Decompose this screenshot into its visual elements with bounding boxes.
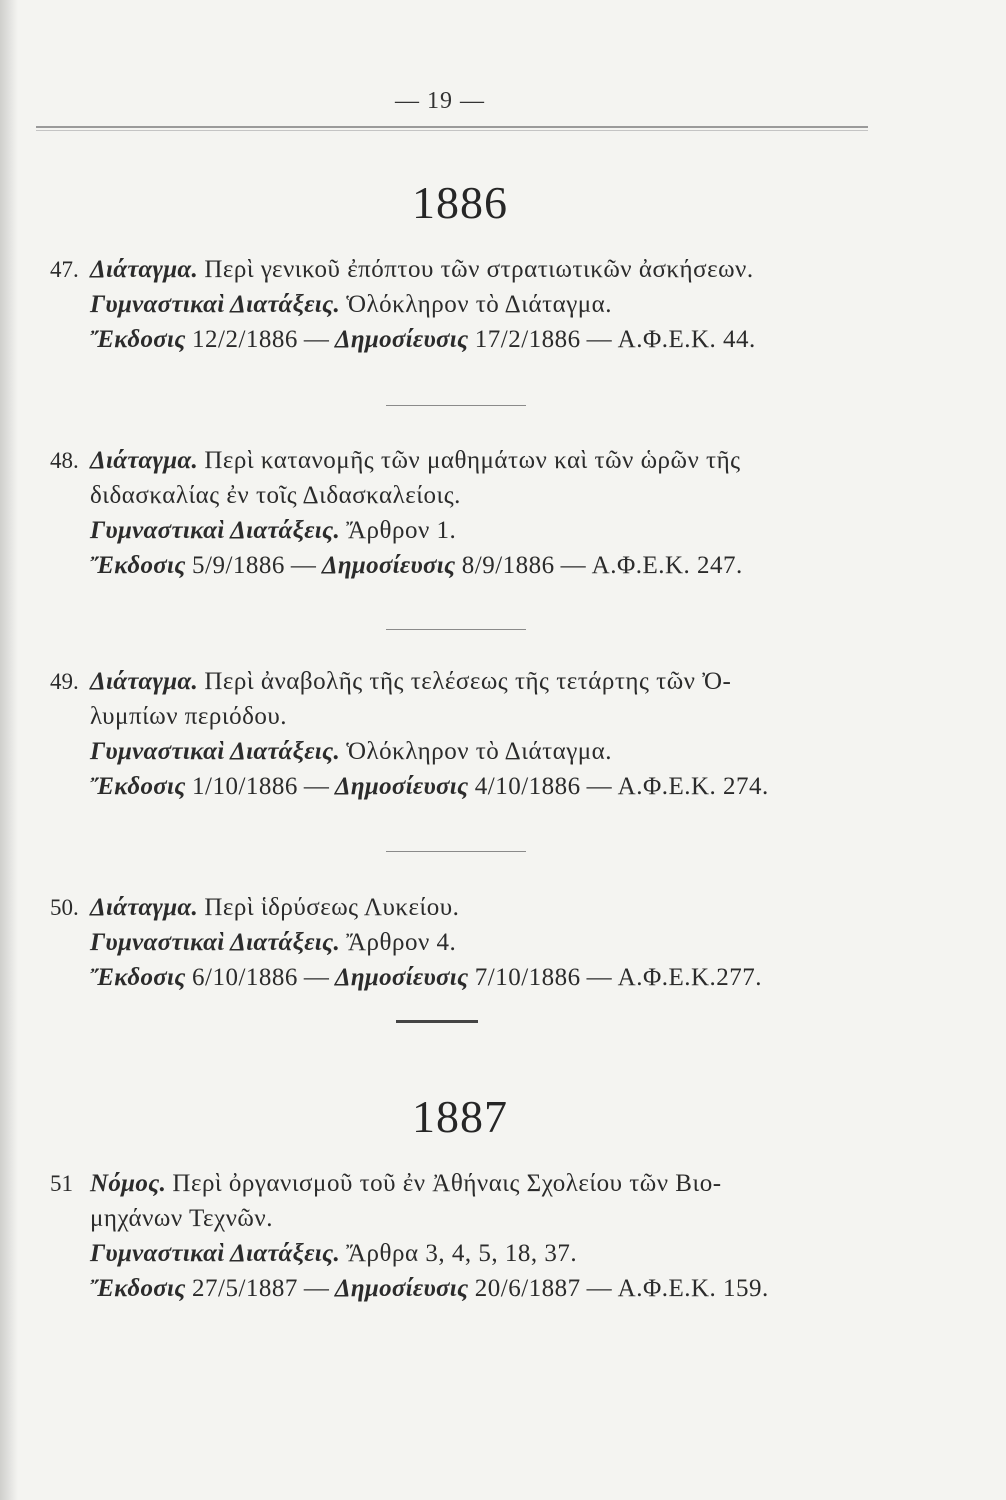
entry-48: 48. Διάταγμα. Περὶ κατανομῆς τῶν μαθημάτων καὶ τῶν ὡρῶν τῆς διδασκαλίας ἐν τοῖς Διδασκαλείοις. Γυμναστικαὶ Διατάξεις. Ἄρθρον 1. Ἔκδοσις 5/9/1886 — Δημοσίευσις 8/9/1886 — Α.Φ.Ε.Κ. 247. [50,443,900,583]
dimosieusis-label: Δημοσίευσις [334,1275,469,1302]
afek-ref: Α.Φ.Ε.Κ. 159. [617,1275,769,1302]
entry-title: Περὶ ἱδρύσεως Λυκείου. [204,894,460,921]
afek-ref: Α.Φ.Ε.Κ. 274. [617,773,769,800]
entry-title: Περὶ ὀργανισμοῦ τοῦ ἐν Ἀθήναις Σχολείου τῶν Βιο- [172,1170,722,1197]
dimosieusis-date: 8/9/1886 [461,552,555,579]
ekdosis-label: Ἔκδοσις [90,326,186,353]
dimosieusis-date: 17/2/1886 [474,326,581,353]
entry-title: Περὶ ἀναβολῆς τῆς τελέσεως τῆς τετάρτης τῶν Ὀ- [204,668,732,695]
dimosieusis-label: Δημοσίευσις [334,326,469,353]
entry-title-cont: λυμπίων περιόδου. [90,703,288,730]
entry-number: 48. [50,448,79,473]
gym-label: Γυμναστικαὶ Διατάξεις. [90,291,341,318]
afek-ref: Α.Φ.Ε.Κ. 44. [617,326,756,353]
afek-ref: Α.Φ.Ε.Κ.277. [617,964,763,991]
entry-47: 47. Διάταγμα. Περὶ γενικοῦ ἐπόπτου τῶν στρατιωτικῶν ἀσκήσεων. Γυμναστικαὶ Διατάξεις. Ὁλόκληρον τὸ Διάταγμα. Ἔκδοσις 12/2/1886 — Δημοσίευσις 17/2/1886 — Α.Φ.Ε.Κ. 44. [50,252,900,357]
entry-51: 51 Νόμος. Περὶ ὀργανισμοῦ τοῦ ἐν Ἀθήναις Σχολείου τῶν Βιο- μηχάνων Τεχνῶν. Γυμναστικαὶ Διατάξεις. Ἄρθρα 3, 4, 5, 18, 37. Ἔκδοσις 27/5/1887 — Δημοσίευσις 20/6/1887 — Α.Φ.Ε.Κ. 159. [50,1166,900,1306]
ekdosis-label: Ἔκδοσις [90,1275,186,1302]
gym-text: Ὁλόκληρον τὸ Διάταγμα. [346,738,613,765]
entry-type: Διάταγμα. [90,668,199,695]
gym-text: Ὁλόκληρον τὸ Διάταγμα. [346,291,613,318]
entry-49: 49. Διάταγμα. Περὶ ἀναβολῆς τῆς τελέσεως τῆς τετάρτης τῶν Ὀ- λυμπίων περιόδου. Γυμναστικαὶ Διατάξεις. Ὁλόκληρον τὸ Διάταγμα. Ἔκδοσις 1/10/1886 — Δημοσίευσις 4/10/1886 — Α.Φ.Ε.Κ. 274. [50,664,900,804]
gym-label: Γυμναστικαὶ Διατάξεις. [90,517,341,544]
ekdosis-label: Ἔκδοσις [90,964,186,991]
ekdosis-date: 6/10/1886 [192,964,298,991]
section-divider [396,1020,478,1023]
ekdosis-date: 27/5/1887 [192,1275,298,1302]
dimosieusis-label: Δημοσίευσις [321,552,456,579]
entry-number: 47. [50,257,79,282]
entry-number: 51 [50,1171,73,1196]
gym-label: Γυμναστικαὶ Διατάξεις. [90,929,341,956]
gym-label: Γυμναστικαὶ Διατάξεις. [90,738,341,765]
entry-type: Διάταγμα. [90,894,199,921]
gym-label: Γυμναστικαὶ Διατάξεις. [90,1240,341,1267]
entry-number: 49. [50,669,79,694]
entry-title-cont: διδασκαλίας ἐν τοῖς Διδασκαλείοις. [90,482,461,509]
entry-title: Περὶ κατανομῆς τῶν μαθημάτων καὶ τῶν ὡρῶν τῆς [204,447,741,474]
ekdosis-date: 5/9/1886 [192,552,285,579]
gym-text: Ἄρθρον 4. [346,929,457,956]
page-number: — 19 — [395,88,485,114]
dimosieusis-date: 20/6/1887 [474,1275,581,1302]
entry-type: Διάταγμα. [90,256,199,283]
dimosieusis-date: 7/10/1886 [474,964,581,991]
ekdosis-date: 12/2/1886 [192,326,298,353]
entry-type: Διάταγμα. [90,447,199,474]
separator-rule [386,629,526,630]
gym-text: Ἄρθρα 3, 4, 5, 18, 37. [346,1240,578,1267]
ekdosis-label: Ἔκδοσις [90,773,186,800]
entry-title: Περὶ γενικοῦ ἐπόπτου τῶν στρατιωτικῶν ἀσκήσεων. [204,256,754,283]
header-rule [36,126,868,131]
dimosieusis-label: Δημοσίευσις [334,964,469,991]
entry-type: Νόμος. [90,1170,167,1197]
entry-number: 50. [50,895,79,920]
entry-50: 50. Διάταγμα. Περὶ ἱδρύσεως Λυκείου. Γυμναστικαὶ Διατάξεις. Ἄρθρον 4. Ἔκδοσις 6/10/1886 — Δημοσίευσις 7/10/1886 — Α.Φ.Ε.Κ.277. [50,890,900,995]
dimosieusis-label: Δημοσίευσις [334,773,469,800]
dimosieusis-date: 4/10/1886 [474,773,581,800]
year-heading-1887: 1887 [412,1091,508,1142]
afek-ref: Α.Φ.Ε.Κ. 247. [591,552,743,579]
year-heading-1886: 1886 [412,177,508,228]
ekdosis-label: Ἔκδοσις [90,552,186,579]
entry-title-cont: μηχάνων Τεχνῶν. [90,1205,273,1232]
gym-text: Ἄρθρον 1. [346,517,457,544]
separator-rule [386,851,526,852]
separator-rule [386,405,526,406]
ekdosis-date: 1/10/1886 [192,773,298,800]
